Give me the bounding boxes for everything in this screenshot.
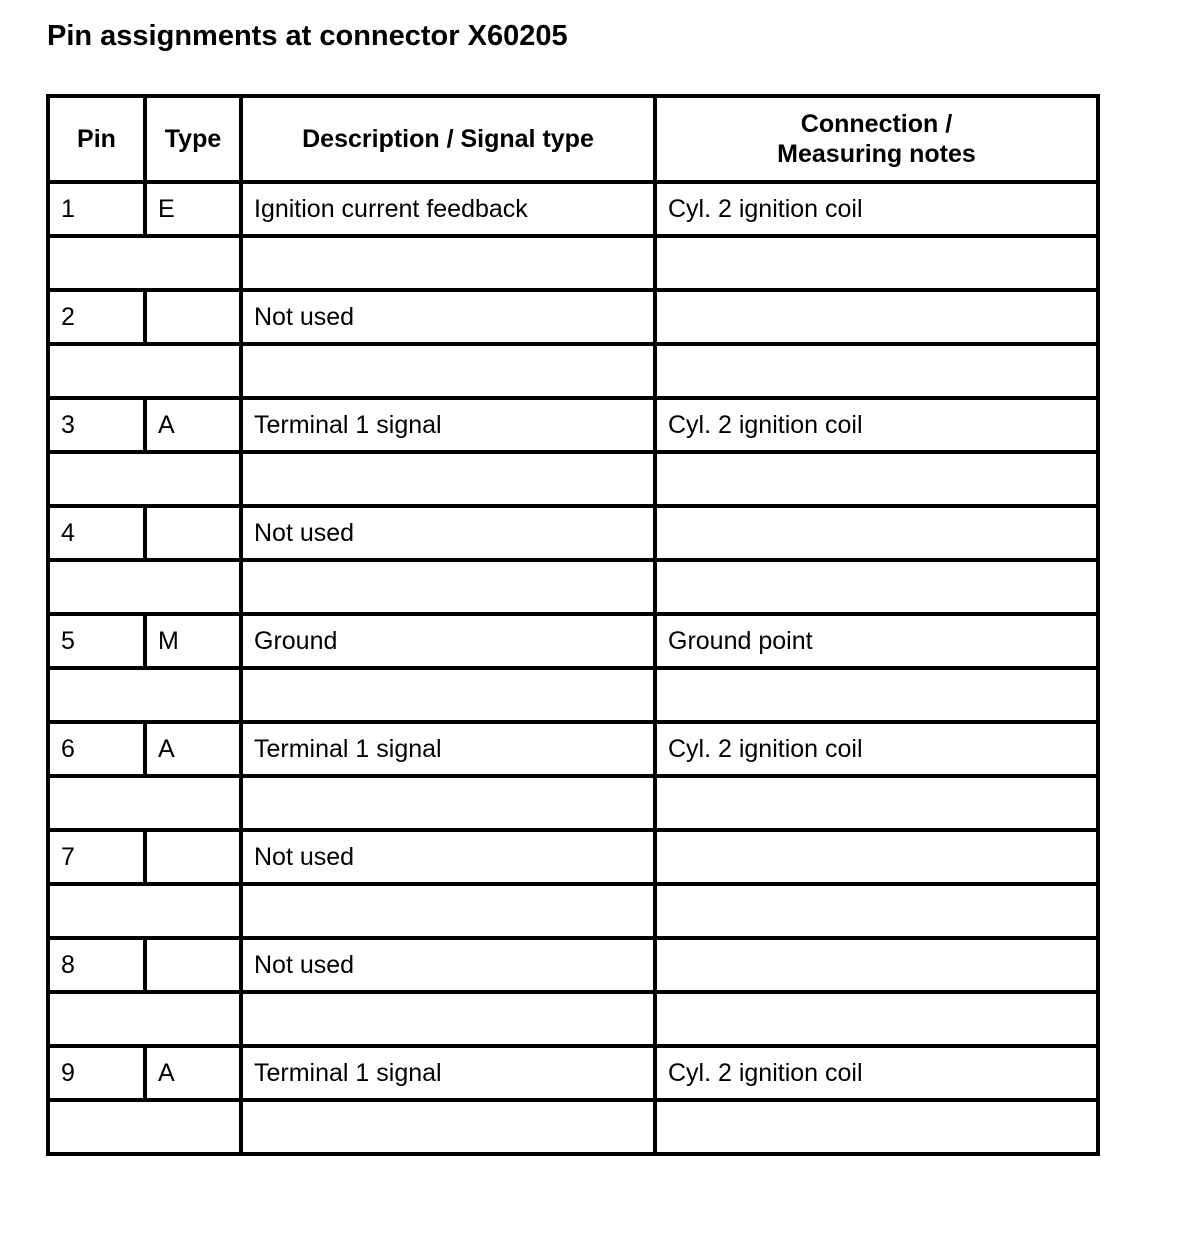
cell-pin: 5: [48, 614, 145, 668]
table-row: [48, 614, 1098, 668]
table-row: [48, 290, 1098, 344]
spacer-cell: [241, 884, 655, 938]
cell-connection: [655, 938, 1098, 992]
table-header-row: [48, 96, 1098, 182]
table-spacer-row: [48, 452, 1098, 506]
cell-pin: 7: [48, 830, 145, 884]
spacer-cell: [241, 1100, 655, 1154]
cell-description: Ground: [241, 614, 655, 668]
cell-description: Ignition current feedback: [241, 182, 655, 236]
cell-description: Not used: [241, 506, 655, 560]
spacer-cell: [241, 452, 655, 506]
cell-type: [145, 938, 241, 992]
spacer-cell: [48, 344, 241, 398]
table-spacer-row: [48, 668, 1098, 722]
table-row: [48, 830, 1098, 884]
cell-description: Not used: [241, 290, 655, 344]
page-title: Pin assignments at connector X60205: [47, 20, 568, 52]
spacer-cell: [655, 668, 1098, 722]
spacer-cell: [655, 452, 1098, 506]
spacer-cell: [241, 668, 655, 722]
cell-connection: [655, 290, 1098, 344]
spacer-cell: [655, 1100, 1098, 1154]
table-spacer-row: [48, 884, 1098, 938]
cell-type: [145, 290, 241, 344]
cell-type: A: [145, 398, 241, 452]
cell-type: [145, 830, 241, 884]
cell-type: [145, 506, 241, 560]
cell-pin: 9: [48, 1046, 145, 1100]
pin-assignment-table: [46, 94, 1100, 1156]
spacer-cell: [655, 560, 1098, 614]
cell-connection: Cyl. 2 ignition coil: [655, 722, 1098, 776]
table-row: [48, 506, 1098, 560]
cell-description: Terminal 1 signal: [241, 398, 655, 452]
spacer-cell: [48, 452, 241, 506]
spacer-cell: [241, 776, 655, 830]
table-row: [48, 398, 1098, 452]
cell-type: A: [145, 722, 241, 776]
cell-pin: 6: [48, 722, 145, 776]
spacer-cell: [241, 344, 655, 398]
cell-description: Terminal 1 signal: [241, 1046, 655, 1100]
cell-type: M: [145, 614, 241, 668]
table-row: [48, 938, 1098, 992]
cell-description: Not used: [241, 830, 655, 884]
table-spacer-row: [48, 776, 1098, 830]
table-spacer-row: [48, 1100, 1098, 1154]
header-connection-line2: Measuring notes: [777, 140, 976, 168]
cell-pin: 4: [48, 506, 145, 560]
spacer-cell: [655, 776, 1098, 830]
table-spacer-row: [48, 560, 1098, 614]
header-connection: [655, 96, 1098, 182]
spacer-cell: [241, 992, 655, 1046]
spacer-cell: [48, 560, 241, 614]
cell-connection: Cyl. 2 ignition coil: [655, 182, 1098, 236]
header-pin: Pin: [48, 96, 145, 182]
spacer-cell: [655, 992, 1098, 1046]
cell-description: Not used: [241, 938, 655, 992]
spacer-cell: [655, 884, 1098, 938]
header-connection-line1: Connection /: [800, 110, 953, 138]
cell-type: A: [145, 1046, 241, 1100]
cell-connection: [655, 506, 1098, 560]
table-spacer-row: [48, 344, 1098, 398]
cell-connection: Ground point: [655, 614, 1098, 668]
spacer-cell: [48, 1100, 241, 1154]
table-spacer-row: [48, 992, 1098, 1046]
cell-pin: 1: [48, 182, 145, 236]
spacer-cell: [655, 236, 1098, 290]
cell-pin: 8: [48, 938, 145, 992]
spacer-cell: [655, 344, 1098, 398]
spacer-cell: [48, 668, 241, 722]
cell-connection: [655, 830, 1098, 884]
cell-connection: Cyl. 2 ignition coil: [655, 398, 1098, 452]
cell-description: Terminal 1 signal: [241, 722, 655, 776]
spacer-cell: [241, 236, 655, 290]
spacer-cell: [48, 236, 241, 290]
table-row: [48, 182, 1098, 236]
table-row: [48, 722, 1098, 776]
spacer-cell: [48, 992, 241, 1046]
header-description: Description / Signal type: [241, 96, 655, 182]
table-body: [48, 182, 1098, 1154]
cell-type: E: [145, 182, 241, 236]
cell-pin: 2: [48, 290, 145, 344]
header-type: Type: [145, 96, 241, 182]
table-spacer-row: [48, 236, 1098, 290]
cell-connection: Cyl. 2 ignition coil: [655, 1046, 1098, 1100]
spacer-cell: [48, 884, 241, 938]
table-row: [48, 1046, 1098, 1100]
spacer-cell: [241, 560, 655, 614]
spacer-cell: [48, 776, 241, 830]
cell-pin: 3: [48, 398, 145, 452]
